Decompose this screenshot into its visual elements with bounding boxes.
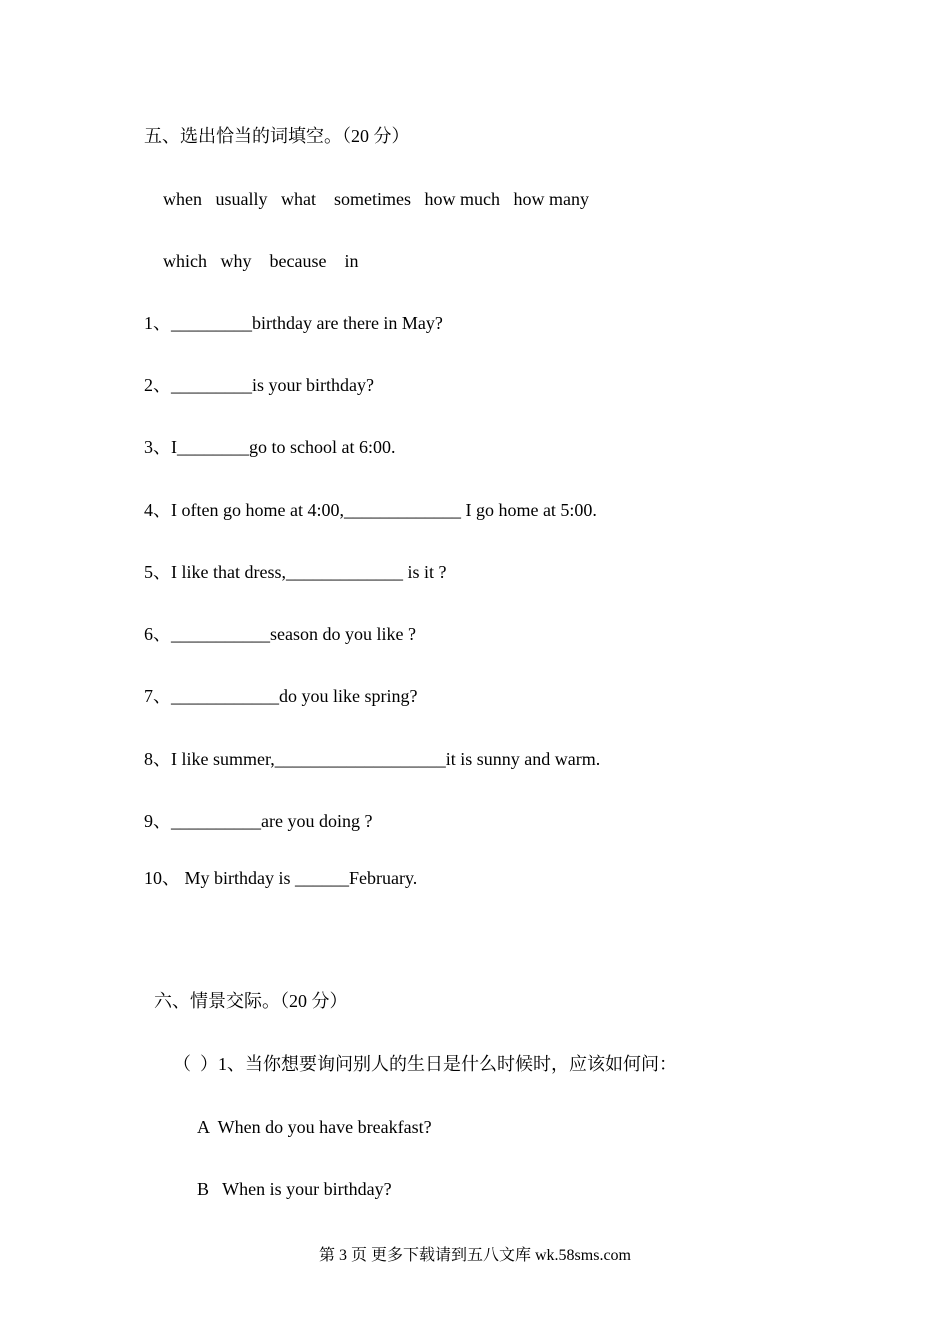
question-5: 5、I like that dress,_____________ is it ? <box>144 562 447 582</box>
question-10: 10、 My birthday is ______February. <box>144 868 418 888</box>
page-footer: 第 3 页 更多下载请到五八文库 wk.58sms.com <box>318 1247 631 1264</box>
section-6-heading: 六、情景交际。（20 分） <box>154 991 348 1011</box>
question-2: 2、_________is your birthday? <box>144 375 374 395</box>
scenario-question-1: （ ）1、当你想要询问别人的生日是什么时候时，应该如何问： <box>173 1054 677 1074</box>
question-1: 1、_________birthday are there in May? <box>144 313 443 333</box>
question-9: 9、__________are you doing ? <box>144 811 373 831</box>
question-8: 8、I like summer,___________________it is sunny and warm. <box>144 749 601 769</box>
question-7: 7、____________do you like spring? <box>144 686 418 706</box>
option-b: B When is your birthday? <box>197 1179 392 1199</box>
question-4: 4、I often go home at 4:00,_____________ I go home at 5:00. <box>144 500 597 520</box>
question-3: 3、I________go to school at 6:00. <box>144 437 396 457</box>
option-a: A When do you have breakfast? <box>197 1117 432 1137</box>
word-bank-row-1: when usually what sometimes how much how many <box>163 189 589 209</box>
question-6: 6、___________season do you like ? <box>144 624 416 644</box>
word-bank-row-2: which why because in <box>163 251 359 271</box>
section-5-heading: 五、选出恰当的词填空。（20 分） <box>144 126 410 146</box>
